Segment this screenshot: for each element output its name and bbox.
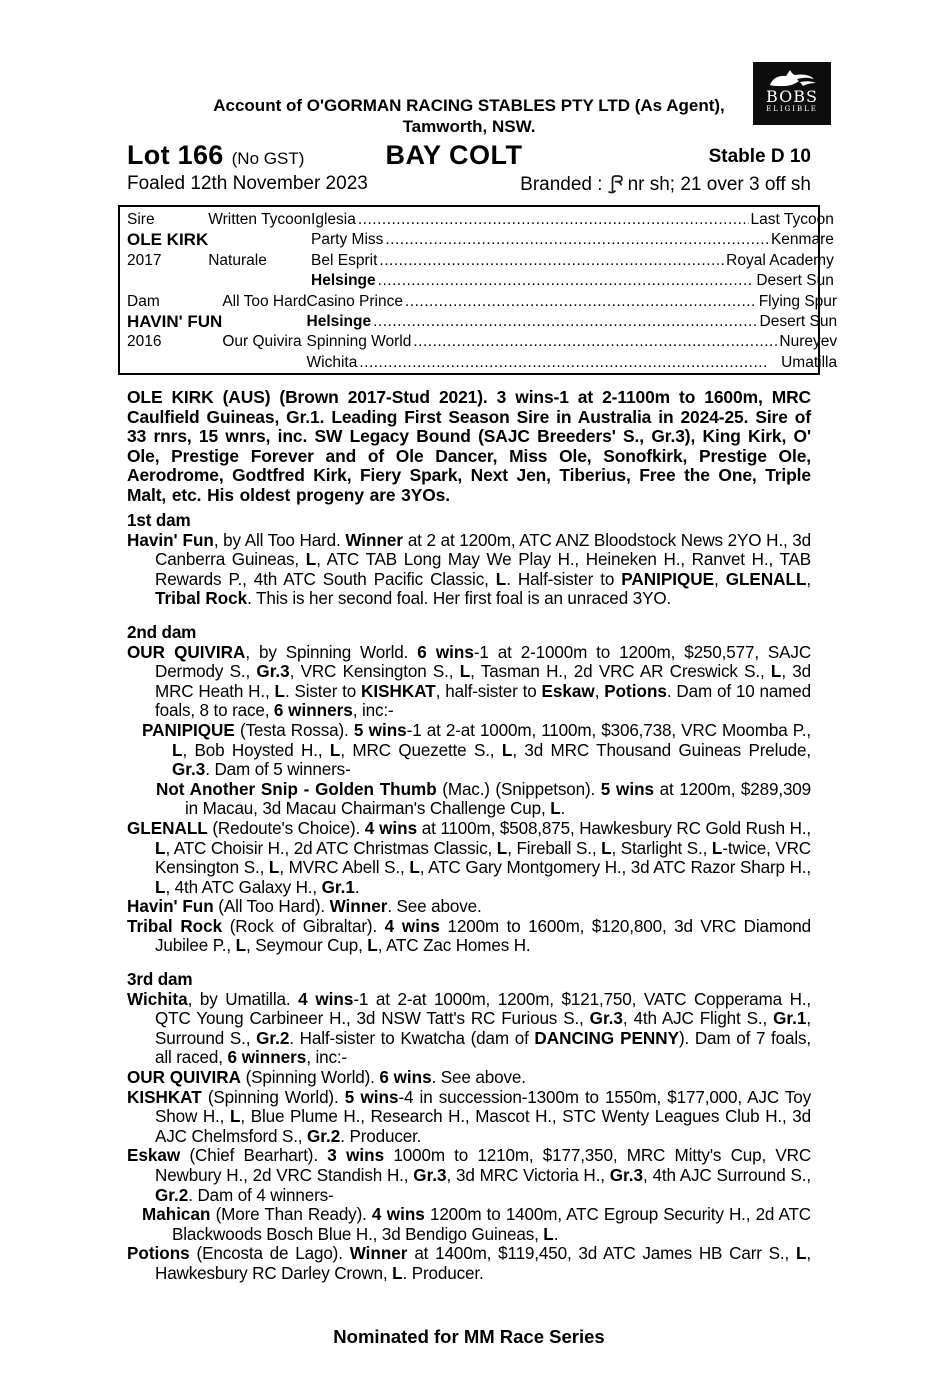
lot-label: Lot 166	[127, 140, 224, 170]
dotted-leader	[378, 271, 755, 291]
sire-mother: Naturale	[208, 251, 267, 269]
ancestor-name: Wichita	[306, 353, 358, 371]
produce-entry: OUR QUIVIRA, by Spinning World. 6 wins-1 at 2-1000m to 1200m, $250,577, SAJC Dermody S., Gr.3, VRC Kensington S., L, Tasman H., 2d VRC AR Creswick S., L, 3d MRC Heath H., L. Sister to KISHKAT, half-sister to Eskaw, Potions. Dam of 10 named foals, 8 to race, 6 winners, inc:-	[127, 642, 812, 721]
foaled-branded-row	[127, 173, 811, 199]
pedigree-ancestor-row	[307, 353, 838, 373]
first-dam-entries	[127, 531, 811, 609]
sire-name: OLE KIRK	[127, 230, 209, 250]
dam-sections	[127, 511, 811, 1284]
dam-father: All Too Hard	[222, 292, 307, 310]
produce-entry: Not Another Snip - Golden Thumb (Mac.) (Snippetson). 5 wins at 1200m, $289,309 in Macau, 3d Macau Chairman's Challenge Cup, L.	[156, 779, 812, 819]
ancestor-name: Spinning World	[306, 333, 412, 351]
page-title: BAY COLT	[385, 140, 523, 170]
produce-entry: OUR QUIVIRA (Spinning World). 6 wins. See above.	[127, 1068, 526, 1088]
bobs-logo-text: BOBS	[766, 87, 818, 106]
third-dam-heading: 3rd dam	[127, 970, 193, 990]
vendor-account	[127, 95, 811, 137]
ancestor-name: Party Miss	[311, 231, 384, 249]
foaled-date: Foaled 12th November 2023	[127, 173, 368, 194]
dotted-leader	[358, 210, 749, 230]
ancestor-parent-name: Last Tycoon	[750, 211, 834, 228]
produce-entry: Havin' Fun, by All Too Hard. Winner at 2 at 1200m, ATC ANZ Bloodstock News 2YO H., 3d Canberra Guineas, L, ATC TAB Long May We Play H., Heineken H., Ranvet H., TAB Rewards P., 4th ATC South Pacific Classic, L. Half-sister to PANIPIQUE, GLENALL, Tribal Rock. This is her second foal. Her first foal is an unraced 3YO.	[127, 530, 812, 609]
dotted-leader	[405, 292, 757, 312]
produce-entry: Potions (Encosta de Lago). Winner at 1400m, $119,450, 3d ATC James HB Carr S., L, Hawkesbury RC Darley Crown, L. Producer.	[127, 1244, 812, 1283]
produce-entry: GLENALL (Redoute's Choice). 4 wins at 1100m, $508,875, Hawkesbury RC Gold Rush H., L, ATC Choisir H., 2d ATC Christmas Classic, L, Fireball S., L, Starlight S., L-twice, VRC Kensington S., L, MVRC Abell S., L, ATC Gary Montgomery H., 3d ATC Razor Sharp H., L, 4th ATC Galaxy H., Gr.1.	[127, 818, 811, 897]
produce-entry: Mahican (More Than Ready). 4 wins 1200m to 1400m, ATC Egroup Security H., 2d ATC Blackwoods Bosch Blue H., 3d Bendigo Guineas, L.	[142, 1205, 812, 1244]
race-series-note: Nominated for MM Race Series	[333, 1326, 605, 1347]
dotted-leader	[413, 332, 777, 352]
branded-suffix: nr sh; 21 over 3 off sh	[627, 174, 811, 195]
first-dam-section	[127, 511, 811, 609]
ancestor-name: Iglesia	[311, 211, 356, 228]
ancestor-parent-name: Desert Sun	[759, 312, 838, 330]
sire-father: Written Tycoon	[208, 211, 312, 228]
account-line-2: Tamworth, NSW.	[402, 117, 536, 136]
dotted-leader	[379, 251, 724, 271]
pedigree-ancestor-row	[311, 230, 834, 250]
third-dam-section	[127, 970, 811, 1284]
produce-entry: KISHKAT (Spinning World). 5 wins-4 in succession-1300m to 1550m, $177,000, AJC Toy Show H., L, Blue Plume H., Research H., Mascot H., STC Wenty Leagues Club H., 3d AJC Chelmsford S., Gr.2. Producer.	[127, 1087, 812, 1146]
dotted-leader	[359, 353, 779, 373]
produce-entry: Tribal Rock (Rock of Gibraltar). 4 wins 1200m to 1600m, $120,800, 3d VRC Diamond Jubilee P., L, Seymour Cup, L, ATC Zac Homes H.	[127, 916, 812, 956]
sire-gen3-column	[311, 210, 834, 292]
ancestor-name: Helsinge	[306, 312, 372, 330]
pedigree-table	[118, 205, 838, 375]
dotted-leader	[385, 230, 769, 250]
pedigree-sire-half	[127, 210, 834, 292]
ancestor-name: Helsinge	[311, 272, 376, 290]
branded-info	[520, 173, 811, 196]
ancestor-name: Bel Esprit	[311, 251, 378, 269]
produce-entry: Wichita, by Umatilla. 4 wins-1 at 2-at 1000m, 1200m, $121,750, VATC Copperama H., QTC Young Carbineer H., 3d NSW Tatt's RC Furious S., Gr.3, 4th AJC Flight S., Gr.1, Surround S., Gr.2. Half-sister to Kwatcha (dam of DANCING PENNY). Dam of 7 foals, all raced, 6 winners, inc:-	[127, 989, 811, 1068]
horse-brand-mark-icon	[607, 173, 624, 195]
produce-entry: Havin' Fun (All Too Hard). Winner. See above.	[127, 897, 482, 917]
pedigree-ancestor-row	[307, 312, 838, 332]
pedigree-ancestor-row	[311, 271, 834, 291]
second-dam-section	[127, 623, 811, 956]
ancestor-parent-name: Royal Academy	[726, 251, 834, 269]
first-dam-heading: 1st dam	[127, 511, 191, 530]
pedigree-ancestor-row	[311, 210, 834, 230]
dam-name: HAVIN' FUN	[127, 311, 223, 331]
pedigree-ancestor-row	[311, 251, 834, 271]
sire-year: 2017	[127, 251, 162, 269]
no-gst-note: (No GST)	[231, 149, 305, 168]
dam-role-label: Dam	[127, 292, 160, 310]
dam-year: 2016	[127, 333, 162, 351]
produce-entry: Eskaw (Chief Bearhart). 3 wins 1000m to 1210m, $177,350, MRC Mitty's Cup, VRC Newbury H., 2d VRC Standish H., Gr.3, 3d MRC Victoria H., Gr.3, 4th AJC Surround S., Gr.2. Dam of 4 winners-	[127, 1146, 812, 1205]
bobs-logo-subtext: ELIGIBLE	[766, 105, 818, 113]
pedigree-ancestor-row	[307, 292, 838, 312]
sire-role-label: Sire	[127, 211, 155, 228]
pedigree-ancestor-row	[307, 332, 838, 352]
branded-prefix: Branded :	[520, 174, 603, 195]
stable-number: Stable D 10	[708, 146, 811, 167]
ancestor-parent-name: Flying Spur	[758, 292, 838, 310]
dam-mother: Our Quivira	[222, 333, 302, 351]
second-dam-heading: 2nd dam	[127, 622, 197, 642]
ancestor-parent-name: Desert Sun	[756, 272, 834, 290]
bobs-horse-head-icon	[764, 67, 820, 89]
dam-gen3-column	[307, 292, 838, 374]
ancestor-name: Casino Prince	[306, 292, 403, 310]
sire-summary-paragraph: OLE KIRK (AUS) (Brown 2017-Stud 2021). 3 wins-1 at 2-1100m to 1600m, MRC Caulfield Guineas, Gr.1. Leading First Season Sire in Australia in 2024-25. Sire of 33 rnrs, 15 wnrs, inc. SW Legacy Bound (SAJC Breeders' S., Gr.3), King Kirk, O' Ole, Prestige Forever and of Ole Dancer, Miss Ole, Sonofkirk, Prestige Ole, Aerodrome, Godtfred Kirk, Fiery Spark, Next Jen, Tiberius, Free the One, Triple Malt, etc. His oldest progeny are 3YOs.	[127, 387, 811, 505]
lot-header-row	[127, 136, 811, 172]
dotted-leader	[373, 312, 757, 332]
second-dam-entries	[127, 643, 811, 957]
account-line-1: Account of O'GORMAN RACING STABLES PTY LTD (As Agent),	[213, 96, 725, 115]
ancestor-parent-name: Kenmare	[770, 231, 834, 249]
produce-entry: PANIPIQUE (Testa Rossa). 5 wins-1 at 2-at 1000m, 1100m, $306,738, VRC Moomba P., L, Bob Hoysted H., L, MRC Quezette S., L, 3d MRC Thousand Guineas Prelude, Gr.3. Dam of 5 winners-	[142, 720, 811, 780]
third-dam-entries	[127, 990, 811, 1284]
pedigree-dam-half	[127, 292, 838, 374]
ancestor-parent-name: Nureyev	[779, 333, 838, 351]
ancestor-parent-name: Umatilla	[781, 353, 838, 371]
